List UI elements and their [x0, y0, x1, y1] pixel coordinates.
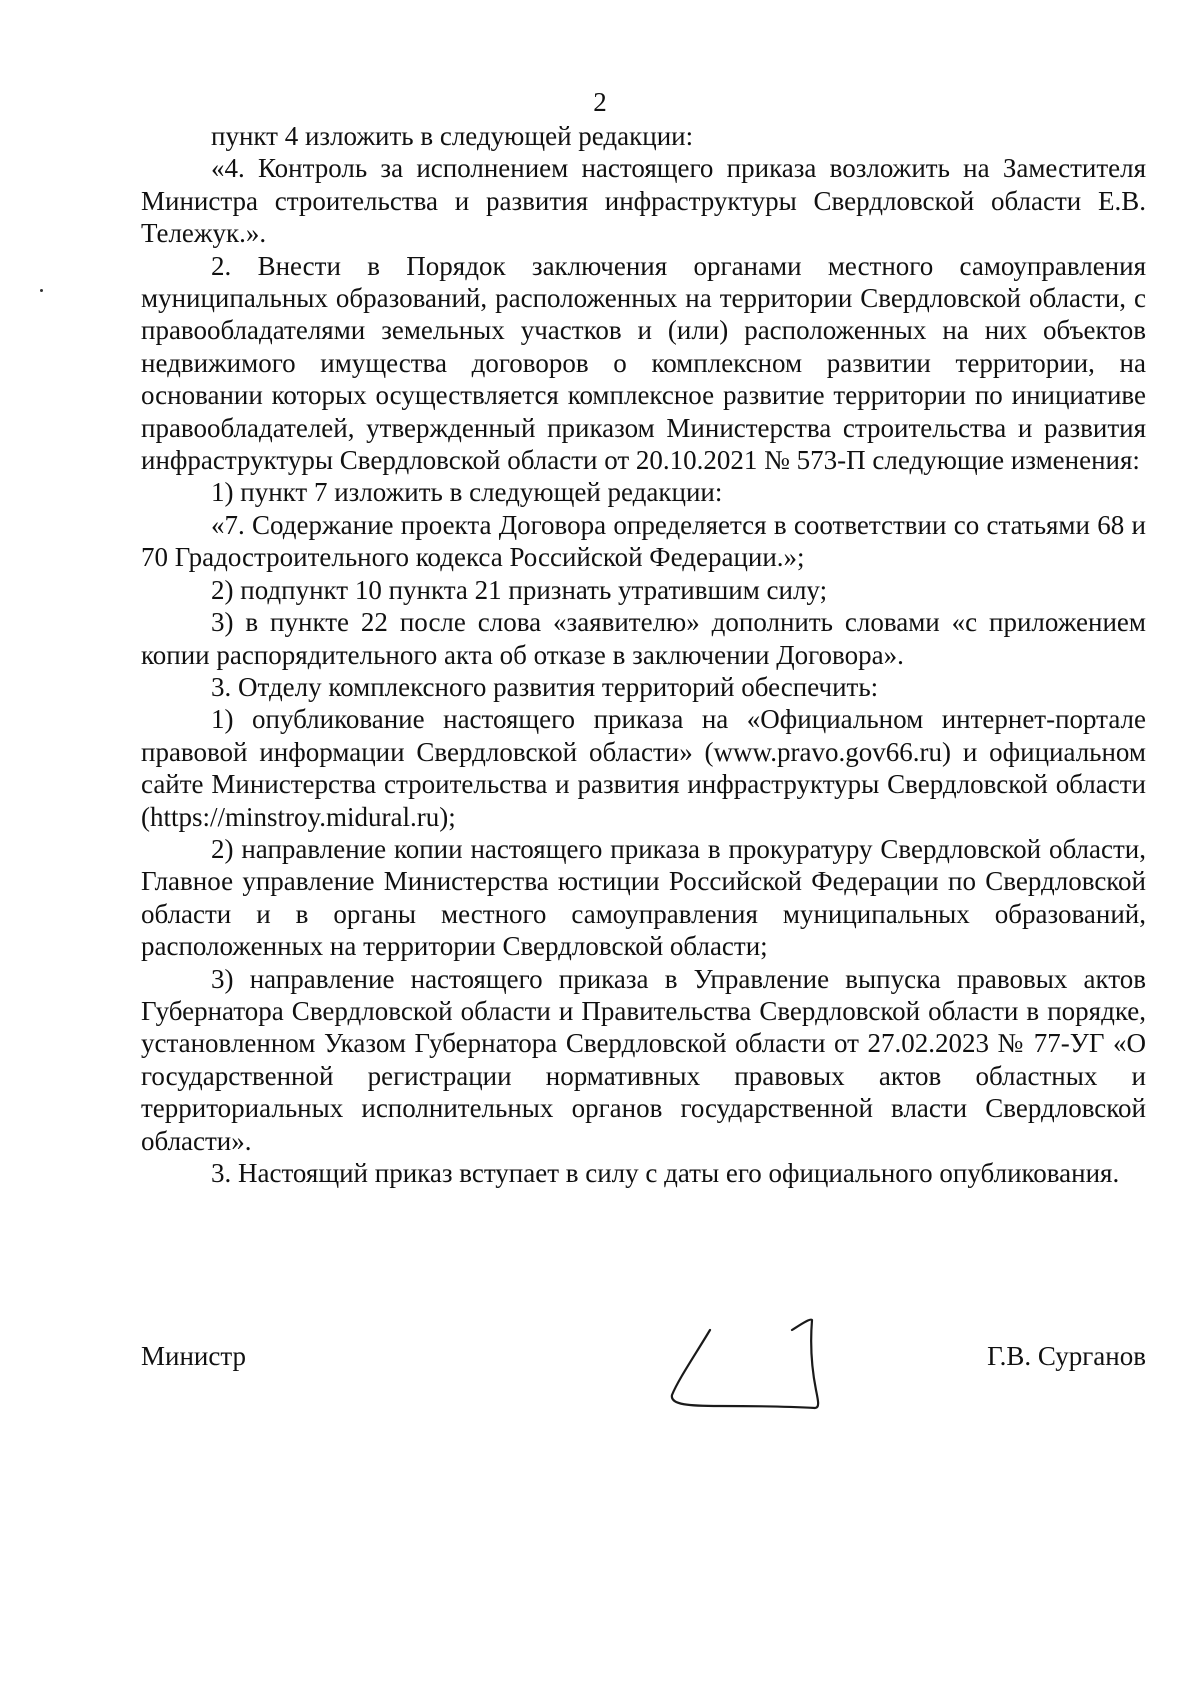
paragraph: «4. Контроль за исполнением настоящего приказа возложить на Заместителя Министра строительства и развития инфраструктуры Свердловской области Е.В. Тележук.».: [141, 153, 1146, 249]
paragraph: 2) подпункт 10 пункта 21 признать утратившим силу;: [211, 574, 828, 605]
paragraph: «7. Содержание проекта Договора определяется в соответствии со статьями 68 и 70 Градостроительного кодекса Российской Федерации.»;: [141, 509, 1146, 573]
paragraph: 2) направление копии настоящего приказа в прокуратуру Свердловской области, Главное управление Министерства юстиции Российской Федерации по Свердловской области и в органы местного самоуправления муниципальных образований, расположенных на территории Свердловской области;: [141, 833, 1146, 962]
signatory-name: Г.В. Сурганов: [987, 1341, 1146, 1371]
handwritten-signature: [660, 1300, 850, 1420]
paragraph: 3) в пункте 22 после слова «заявителю» дополнить словами «с приложением копии распорядительного акта об отказе в заключении Договора».: [141, 607, 1146, 670]
paragraph: пункт 4 изложить в следующей редакции:: [211, 121, 694, 151]
page-number: 2: [593, 87, 607, 117]
paragraph: 1) опубликование настоящего приказа на «Официальном интернет-портале правовой информации Свердловской области» (www.pravo.gov66.ru) и официальном сайте Министерства строительства и развития инфраструктуры Свердловской области (https://minstroy.midural.ru);: [141, 704, 1146, 832]
paragraph: 3. Настоящий приказ вступает в силу с даты его официального опубликования.: [211, 1158, 1120, 1188]
paragraph: 3) направление настоящего приказа в Управление выпуска правовых актов Губернатора Свердловской области и Правительства Свердловской области в порядке, установленном Указом Губернатора Свердловской области от 27.02.2023 № 77-УГ «О государственной регистрации нормативных правовых актов областных и территориальных исполнительных органов государственной власти Свердловской области».: [141, 963, 1146, 1156]
paragraph: 1) пункт 7 изложить в следующей редакции:: [211, 477, 723, 508]
signatory-title: Министр: [141, 1341, 246, 1371]
paragraph: 3. Отделу комплексного развития территорий обеспечить:: [211, 671, 879, 702]
document-body: [141, 120, 1146, 1189]
paragraph: 2. Внести в Порядок заключения органами местного самоуправления муниципальных образований, расположенных на территории Свердловской области, с правообладателями земельных участков и (или) расположенных на них объектов недвижимого имущества договоров о комплексном развитии территории, на основании которых осуществляется комплексное развитие территории по инициативе правообладателей, утвержденный приказом Министерства строительства и развития инфраструктуры Свердловской области от 20.10.2021 № 573-П следующие изменения:: [141, 250, 1146, 476]
scan-speck: [40, 289, 43, 292]
